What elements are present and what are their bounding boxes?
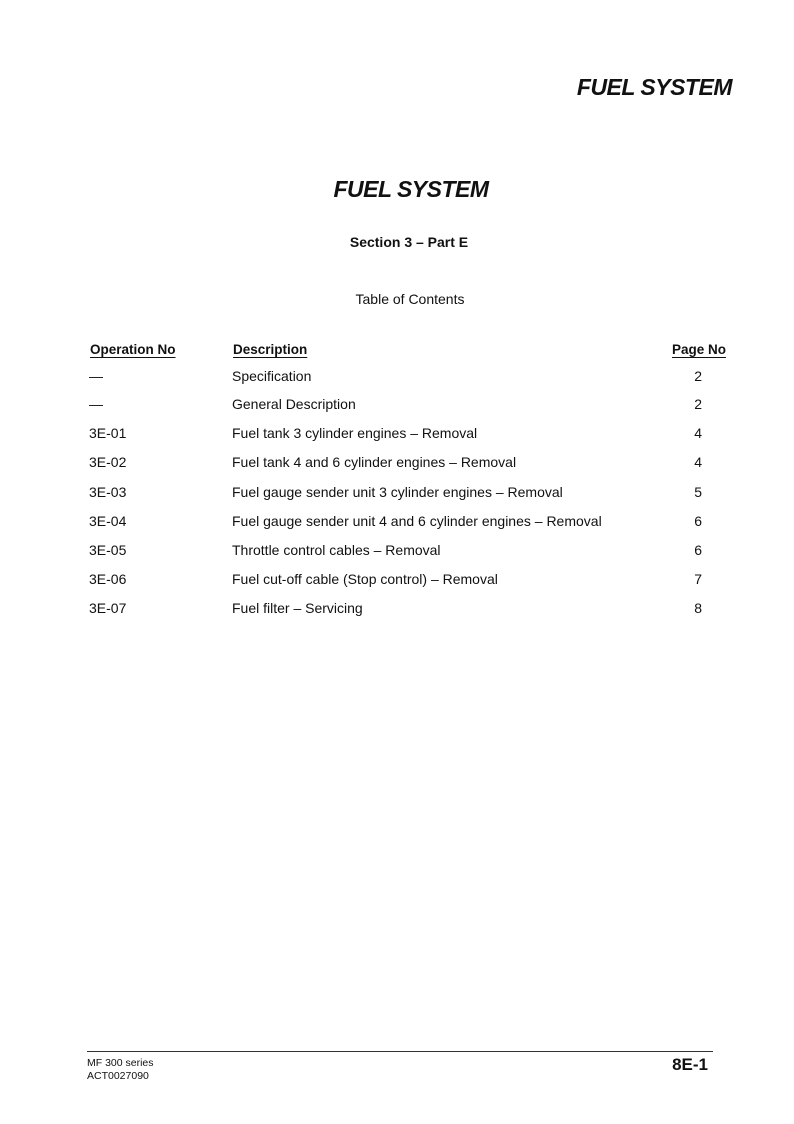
header-title: FUEL SYSTEM [576, 74, 732, 100]
page-number: 6 [694, 542, 702, 558]
page-number: 5 [694, 484, 702, 500]
operation-description: Specification [232, 368, 312, 384]
page-number: 6 [694, 513, 702, 529]
table-row [0, 368, 794, 388]
operation-number: 3E-06 [89, 571, 127, 587]
table-row [0, 425, 794, 445]
footer-doc-code: ACT0027090 [87, 1070, 149, 1082]
column-header-page: Page No [671, 342, 726, 357]
operation-description: Fuel filter – Servicing [232, 600, 363, 616]
operation-description: Fuel tank 4 and 6 cylinder engines – Removal [232, 454, 517, 470]
operation-description: Fuel tank 3 cylinder engines – Removal [232, 425, 478, 441]
footer-divider [87, 1051, 713, 1052]
page-number: 4 [694, 425, 702, 441]
operation-number: 3E-03 [89, 484, 127, 500]
operation-number: — [89, 368, 103, 384]
column-header-operation: Operation No [90, 342, 176, 357]
table-row [0, 396, 794, 416]
operation-number: 3E-05 [89, 542, 127, 558]
operation-number: 3E-04 [89, 513, 127, 529]
operation-number: 3E-01 [89, 425, 127, 441]
footer-page-number: 8E-1 [672, 1055, 708, 1074]
page-number: 4 [694, 454, 702, 470]
toc-title: Table of Contents [355, 291, 465, 307]
table-row [0, 571, 794, 591]
table-row [0, 600, 794, 620]
page-number: 2 [694, 396, 702, 412]
operation-description: General Description [232, 396, 356, 412]
operation-description: Throttle control cables – Removal [232, 542, 441, 558]
operation-number: 3E-02 [89, 454, 127, 470]
page-title: FUEL SYSTEM [333, 176, 489, 202]
operation-number: — [89, 396, 103, 412]
column-header-description: Description [233, 342, 308, 357]
page-number: 8 [694, 600, 702, 616]
table-row [0, 454, 794, 474]
footer-series: MF 300 series [87, 1057, 154, 1069]
operation-description: Fuel cut-off cable (Stop control) – Removal [232, 571, 498, 587]
table-row [0, 513, 794, 533]
operation-description: Fuel gauge sender unit 3 cylinder engines – Removal [232, 484, 563, 500]
table-row [0, 484, 794, 504]
operation-number: 3E-07 [89, 600, 127, 616]
section-label: Section 3 – Part E [349, 234, 469, 250]
page-number: 7 [694, 571, 702, 587]
table-row [0, 542, 794, 562]
page-number: 2 [694, 368, 702, 384]
operation-description: Fuel gauge sender unit 4 and 6 cylinder engines – Removal [232, 513, 602, 529]
footer-info [87, 1057, 154, 1083]
